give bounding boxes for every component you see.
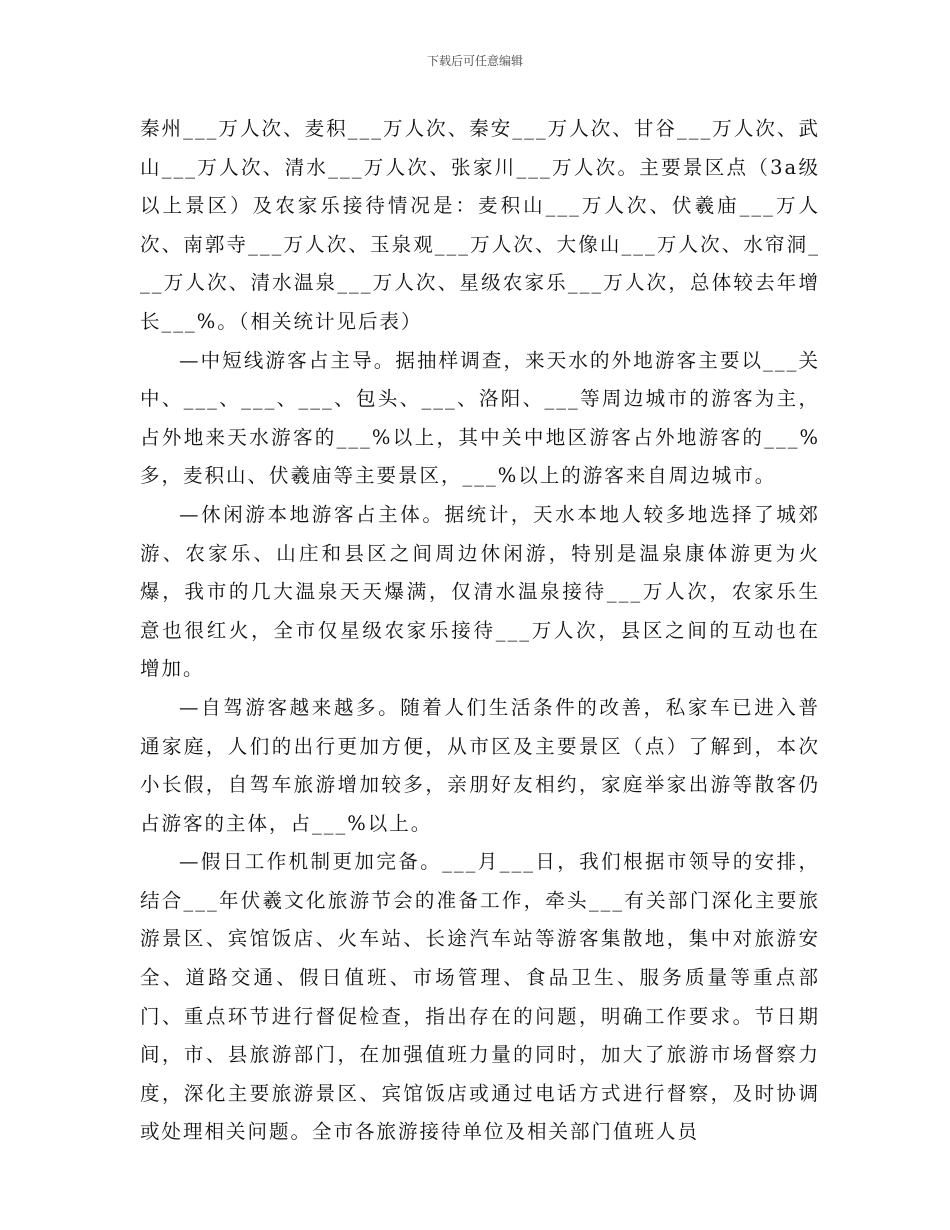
paragraph-short-haul-visitors: —中短线游客占主导。据抽样调查，来天水的外地游客主要以___关中、___、___、___、包头、___、洛阳、___等周边城市的游客为主，占外地来天水游客的___%以上，其中关中地区游客占外地游客的___%多，麦积山、伏羲庙等主要景区，___%以上的游客来自周边城市。 <box>140 348 820 488</box>
paragraph-self-drive: —自驾游客越来越多。随着人们生活条件的改善，私家车已进入普通家庭，人们的出行更加方便，从市区及主要景区（点）了解到，本次小长假，自驾车旅游增加较多，亲朋好友相约，家庭举家出游等散客仍占游客的主体，占___%以上。 <box>140 695 820 835</box>
document-body <box>140 110 820 1152</box>
page-header-note: 下载后可任意编辑 <box>426 54 523 68</box>
paragraph-holiday-mechanism: —假日工作机制更加完备。___月___日，我们根据市领导的安排，结合___年伏羲文化旅游节会的准备工作，牵头___有关部门深化主要旅游景区、宾馆饭店、火车站、长途汽车站等游客集散地，集中对旅游安全、道路交通、假日值班、市场管理、食品卫生、服务质量等重点部门、重点环节进行督促检查，指出存在的问题，明确工作要求。节日期间，市、县旅游部门，在加强值班力量的同时，加大了旅游市场督察力度，深化主要旅游景区、宾馆饭店或通过电话方式进行督察，及时协调或处理相关问题。全市各旅游接待单位及相关部门值班人员 <box>140 850 820 1144</box>
paragraph-local-leisure: —休闲游本地游客占主体。据统计，天水本地人较多地选择了城郊游、农家乐、山庄和县区之间周边休闲游，特别是温泉康体游更为火爆，我市的几大温泉天天爆满，仅清水温泉接待___万人次，农家乐生意也很红火，全市仅星级农家乐接待___万人次，县区之间的互动也在增加。 <box>140 502 820 681</box>
paragraph-visitor-statistics: 秦州___万人次、麦积___万人次、秦安___万人次、甘谷___万人次、武山___万人次、清水___万人次、张家川___万人次。主要景区点（3a级以上景区）及农家乐接待情况是：麦积山___万人次、伏羲庙___万人次、南郭寺___万人次、玉泉观___万人次、大像山___万人次、水帘洞___万人次、清水温泉___万人次、星级农家乐___万人次，总体较去年增长___%。（相关统计见后表） <box>140 117 820 333</box>
